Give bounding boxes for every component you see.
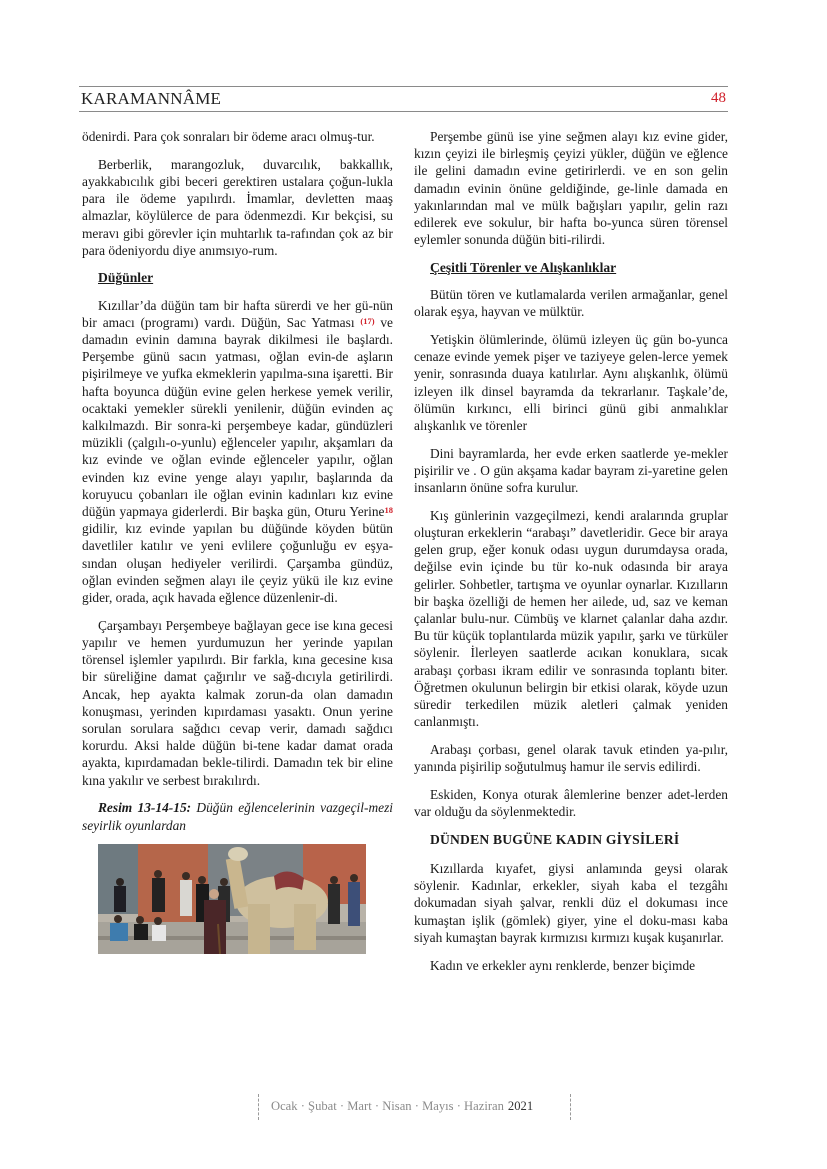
caption-text: Düğün eğlencelerinin vazgeçil-mezi seyirlik oyunlardan: [82, 800, 394, 833]
wedding-performance-photo: [98, 844, 366, 954]
section-heading-weddings: Düğünler: [98, 270, 154, 286]
paragraph: Kızıllarda kıyafet, giysi anlamında geysi olarak söylenir. Kadınlar, erkekler, siyah kaba el tezgâhı dokumadan siyah şalvar, renkli düz el dokuması ince kumaştan işlik (gömlek) giyer, yine el doku-ması kaba siyah kumaştan bayrak kırmızısı kırmızı kuşak kuşanırlar.: [414, 861, 728, 945]
photo-illustration: [98, 844, 366, 954]
left-column: [82, 128, 393, 954]
running-header: [79, 86, 728, 112]
footnote-ref-17[interactable]: (17): [360, 315, 375, 326]
paragraph: Yetişkin ölümlerinde, ölümü izleyen üç gün bo-yunca cenaze evinde yemek pişer ve taziyeye gelen-lerce yemek yenir, sonrasında duaya katılırlar. Aynı alışkanlık, ölümü izleyen ilk dinsel bayramda da tekrarlanır. Taşkale’de, ölümün kırkıncı, elli birinci günü gibi anmalıklar alışkanlık ve törenler: [414, 332, 728, 434]
paragraph: Çarşambayı Perşembeye bağlayan gece ise kına gecesi yapılır ve hemen yurdumuzun her yerinde yapılan törensel işlemler yapılırdı. Bir farkla, kına gecesine kısa bir süreliğine damat çağırılır ve sağ-dıcıyla getirilirdi. Ancak, hep ayakta kalmak zorun-da olan damadın konuşması, yerinden kıpırdaması yasaktı. Onun yerine sorulan sorulara sağdıcı cevap verir, damadı sağdıcı korurdu. Aksi halde düğün bi-tene kadar damat orada ayakta, kıpırdamadan bekle-tilirdi. Damadın tek bir eline kına yakılır ve serbest bırakılırdı.: [82, 617, 393, 788]
paragraph: Arabaşı çorbası, genel olarak tavuk etinden ya-pılır, yanında pişirilip soğutulmuş hamur ile servis edilirdi.: [414, 742, 728, 775]
text: gidilir, kız evinde yapılan bu düğünde köyden bütün davetliler katılır ve yeni evlilere çoğunluğu ev eşya-sından oluşan hediyeler verilirdi. Çarşamba gündüz, oğlan evinden seğmen alayı ile çeyiz yükü ile kız evine gider, orada, açık havada eğlence düzenlenir-di.: [82, 521, 393, 606]
issue-footer: [258, 1094, 571, 1120]
caption-label: Resim 13-14-15:: [98, 800, 192, 816]
paragraph: ödenirdi. Para çok sonraları bir ödeme aracı olmuş-tur.: [82, 129, 375, 144]
section-heading-clothing: DÜNDEN BUGÜNE KADIN GİYSİLERİ: [430, 831, 680, 847]
paragraph: Bütün tören ve kutlamalarda verilen armağanlar, genel olarak eşya, hayvan ve mülktür.: [414, 287, 728, 320]
paragraph: Eskiden, Konya oturak âlemlerine benzer adet-lerden var olduğu da söylenmektedir.: [414, 786, 728, 820]
paragraph-weddings: [82, 297, 393, 607]
section-heading-customs: Çeşitli Törenler ve Alışkanlıklar: [430, 259, 617, 275]
paragraph: Perşembe günü ise yine seğmen alayı kız evine gider, kızın çeyizi ile birleşmiş çeyizi yükler, düğün ve eğlence ile gelini damadın evine getirirlerdi. ve en son gelin damadın evinin önüne geldiğinde, ge-linle damada en yakınlarından mal ve mülk bağışları yapılır, gelin razı edilerek eve sokulur, bir hafta bo-yunca süren törensel eylemler sonunda düğün biti-rilirdi.: [414, 129, 728, 248]
text: Kızıllar’da düğün tam bir hafta sürerdi ve her gü-nün bir amacı (programı) vardı. Düğün, Sac Yatması: [82, 297, 393, 330]
paragraph: Kış günlerinin vazgeçilmezi, kendi aralarında gruplar oluşturan erkeklerin “arabaşı” davetleridir. Gece bir araya gelen grup, eğer konuk odası uygun durumdaysa orada, değilse evin içinde bu tür ko-nuk odasında bir araya gelirler. Sohbetler, tartışma ve oyunlar oynarlar. Kızılların bir başka özelliği de hemen her ailede, ud, saz ve keman çalanlar bulu-nur. Cümbüş ve klarnet çalanlar daha azdır. Bu tür küçük toplantılarda müzik yapılır, şarkı ve türküler söylenir. İlerleyen saatlerde acıkan konuklara, sıcak arabaşı çorbası ikram edilir ve sonrasında toplantı biter. Öğretmen okulunun belirgin bir etkisi olarak, köyde uzun süredir terkedilen müzik aletleri çalmak yeniden canlanmıştı.: [414, 507, 728, 730]
issue-months: [271, 1099, 533, 1114]
months-text: Ocak · Şubat · Mart · Nisan · Mayıs · Haziran: [271, 1099, 504, 1113]
journal-title: KARAMANNÂME: [81, 89, 222, 108]
page-number: 48: [711, 90, 726, 106]
paragraph: Berberlik, marangozluk, duvarcılık, bakkallık, ayakkabıcılık gibi beceri gerektiren ustalara çoğun-lukla para ile ödeme yapılırdı. İmamlar, devletten maaş almazlar, köylülerce de para ödenmezdi. Kır bekçisi, su meravı gibi görevler için muhtarlık ta-rafından çok az bir para ödeniyordu diye anımsıyo-rum.: [82, 156, 393, 258]
text: ve damadın evinin damına bayrak dikilmesi ile başlardı. Perşembe günü sacın yatması, oğlan evin-de aşların pişirilmeye ve yufka ekmeklerin yapılma-sına işaretti. Bir hafta boyunca düğün evine gelen herkese yemek verilir, ocaktaki yemekler sürekli yenilenir, düğün evinden aç kalkılmazdı. Bir sonra-ki perşembeye kadar, gündüzleri müzikli (çalgılı-o-yunlu) eğlenceler yapılır, akşamları da kız evinde ve oğlan evinde eğlenceler yapılır, oğlan evinden kız evine yenge alayı yapılır, başlarında da koruyucu çobanları ile oğlan evinin kadınları kız evine düğün yapmaya giderlerdi. Bir başka gün, Oturu Yerine: [82, 314, 393, 520]
issue-year: 2021: [507, 1099, 534, 1113]
footnote-ref-18[interactable]: 18: [384, 505, 393, 516]
paragraph: Kadın ve erkekler aynı renklerde, benzer biçimde: [430, 957, 696, 973]
figure-caption: [82, 799, 393, 833]
right-column: [414, 128, 728, 984]
paragraph: Dini bayramlarda, her evde erken saatlerde ye-mekler pişirilir ve . O gün akşama kadar bayram zi-yaretine gelen insanların önüne sofra kurulur.: [414, 445, 728, 496]
